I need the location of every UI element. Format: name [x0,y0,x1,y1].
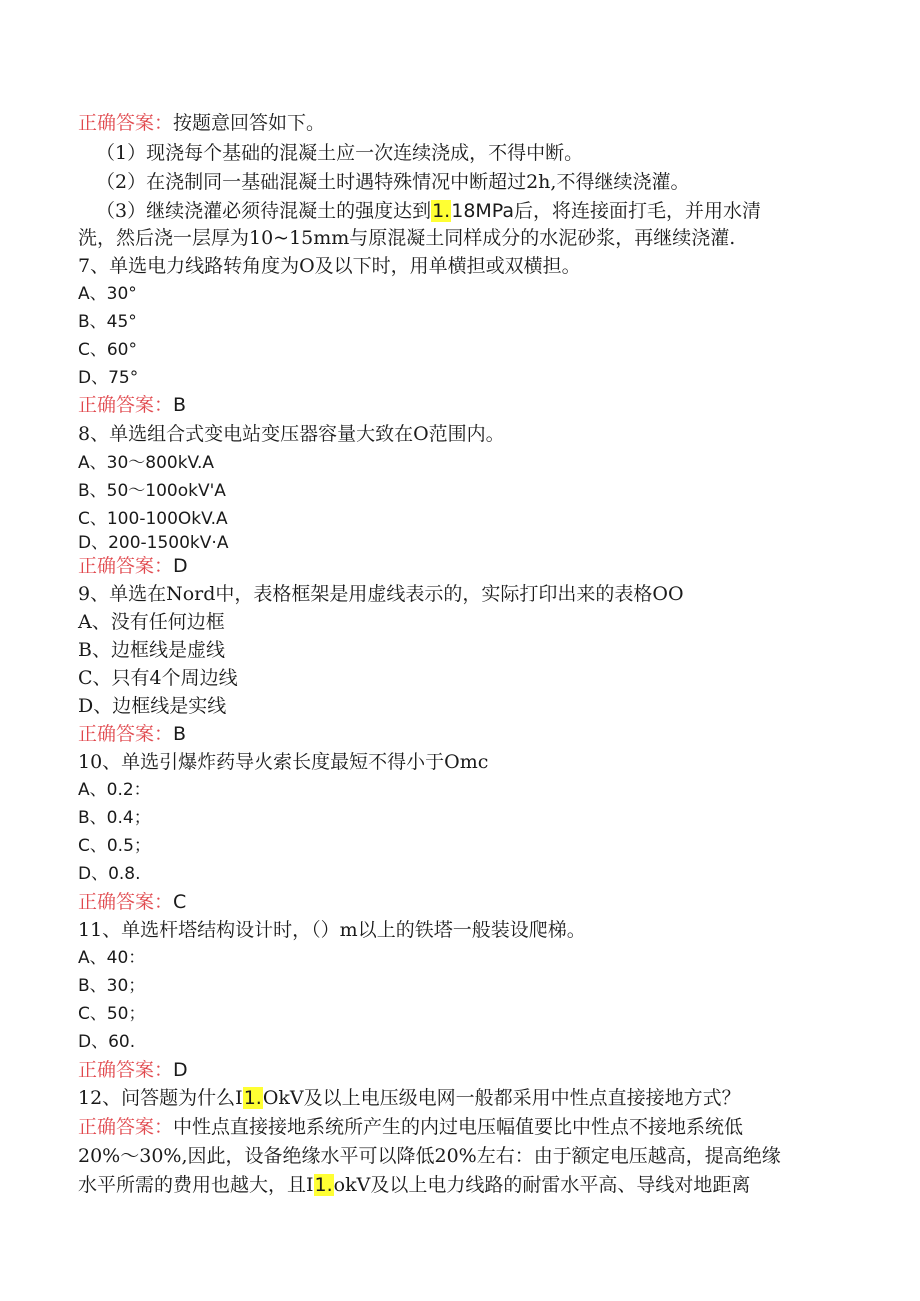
answer-line [78,1114,743,1140]
option-item [78,945,145,971]
option-text: A、0.2： [78,780,151,800]
option-item [78,861,141,887]
answer-label: 正确答案： [78,394,174,416]
question-stem [78,581,684,607]
highlighted-text: 1. [432,200,451,222]
option-item [78,609,225,635]
option-text: D、200-1500kV·A [78,533,229,553]
answer-label: 正确答案： [78,1059,174,1081]
answer-label: 正确答案： [78,555,174,577]
answer-value: D [173,1059,188,1081]
question-stem [78,253,581,279]
highlighted-text: 1. [243,1087,262,1109]
option-text: B、边框线是虚线 [78,639,225,661]
answer-text: 中性点直接接地系统所产生的内过电压幅值要比中性点不接地系统低 [173,1116,744,1138]
answer-line [78,889,186,915]
option-text: B、0.4； [78,808,151,828]
answer-line [78,110,325,136]
option-text: A、40： [78,948,146,968]
answer-label: 正确答案： [78,723,174,745]
paragraph-text: （2）在浇制同一基础混凝土时遇特殊情况中断超过2h,不得继续浇灌。 [96,171,690,193]
option-text: D、60. [78,1032,136,1052]
option-text: C、60° [78,340,138,360]
option-item [78,478,226,504]
paragraph-text: 洗，然后浇一层厚为10~15mm与原混凝土同样成分的水泥砂浆，再继续浇灌. [78,227,736,249]
option-text: C、100-100OkV.A [78,509,228,529]
paragraph-line [78,1172,750,1198]
answer-value: B [173,723,187,745]
option-item [78,637,225,663]
option-item [78,777,151,803]
answer-label: 正确答案： [78,112,174,134]
answer-line [78,721,186,747]
option-item [78,805,151,831]
question-stem [78,749,488,775]
answer-text: 20%～30%,因此，设备绝缘水平可以降低20%左右：由于额定电压越高，提高绝缘 [78,1145,781,1167]
option-item [78,665,238,691]
answer-value: C [173,891,187,913]
paragraph-text: （3）继续浇灌必须待混凝土的强度达到 [96,200,432,222]
option-item [78,506,228,532]
question-text: 8、单选组合式变电站变压器容量大致在O范围内。 [78,423,505,445]
option-item [78,450,214,476]
answer-label: 正确答案： [78,1116,174,1138]
answer-label: 正确答案： [78,891,174,913]
answer-text: 按题意回答如下。 [173,112,326,134]
question-stem [78,421,505,447]
paragraph-line [96,198,761,224]
option-text: C、50； [78,1004,146,1024]
option-text: D、0.8. [78,864,141,884]
option-item [78,833,151,859]
question-text: OkV及以上电压级电网一般都采用中性点直接接地方式？ [262,1087,741,1109]
option-text: A、没有任何边框 [78,611,225,633]
question-text: 7、单选电力线路转角度为O及以下时，用单横担或双横担。 [78,255,581,277]
option-item [78,281,137,307]
option-text: A、30～800kV.A [78,453,215,473]
option-item [78,1029,135,1055]
paragraph-line [96,140,583,166]
paragraph-line [78,1143,781,1169]
paragraph-text: 18MPa后，将连接面打毛，并用水清 [451,200,762,222]
answer-line [78,553,188,579]
option-text: B、30； [78,976,146,996]
answer-value: D [173,555,188,577]
highlighted-text: 1. [314,1174,333,1196]
paragraph-line [96,169,689,195]
option-text: D、边框线是实线 [78,695,227,717]
option-item [78,337,137,363]
option-item [78,973,145,999]
answer-text: 水平所需的费用也越大，且I [78,1174,314,1196]
answer-line [78,392,186,418]
option-text: D、75° [78,368,139,388]
paragraph-line [78,225,735,251]
answer-text: okV及以上电力线路的耐雷水平高、导线对地距离 [333,1174,751,1196]
question-text: 9、单选在Nord中，表格框架是用虚线表示的，实际打印出来的表格OO [78,583,684,605]
option-item [78,693,226,719]
question-text: 10、单选引爆炸药导火索长度最短不得小于Omc [78,751,489,773]
question-stem [78,1085,741,1111]
option-text: C、只有4个周边线 [78,667,238,689]
answer-value: B [173,394,187,416]
paragraph-text: （1）现浇每个基础的混凝土应一次连续浇成，不得中断。 [96,142,584,164]
option-item [78,365,138,391]
option-text: B、45° [78,312,137,332]
option-item [78,1001,146,1027]
answer-line [78,1057,188,1083]
option-text: A、30° [78,284,137,304]
option-text: C、0.5； [78,836,151,856]
question-stem [78,917,586,943]
option-item [78,309,137,335]
question-text: 11、单选杆塔结构设计时，（）m以上的铁塔一般装设爬梯。 [78,919,586,941]
option-text: B、50～100okV'A [78,481,226,501]
question-text: 12、问答题为什么I [78,1087,243,1109]
